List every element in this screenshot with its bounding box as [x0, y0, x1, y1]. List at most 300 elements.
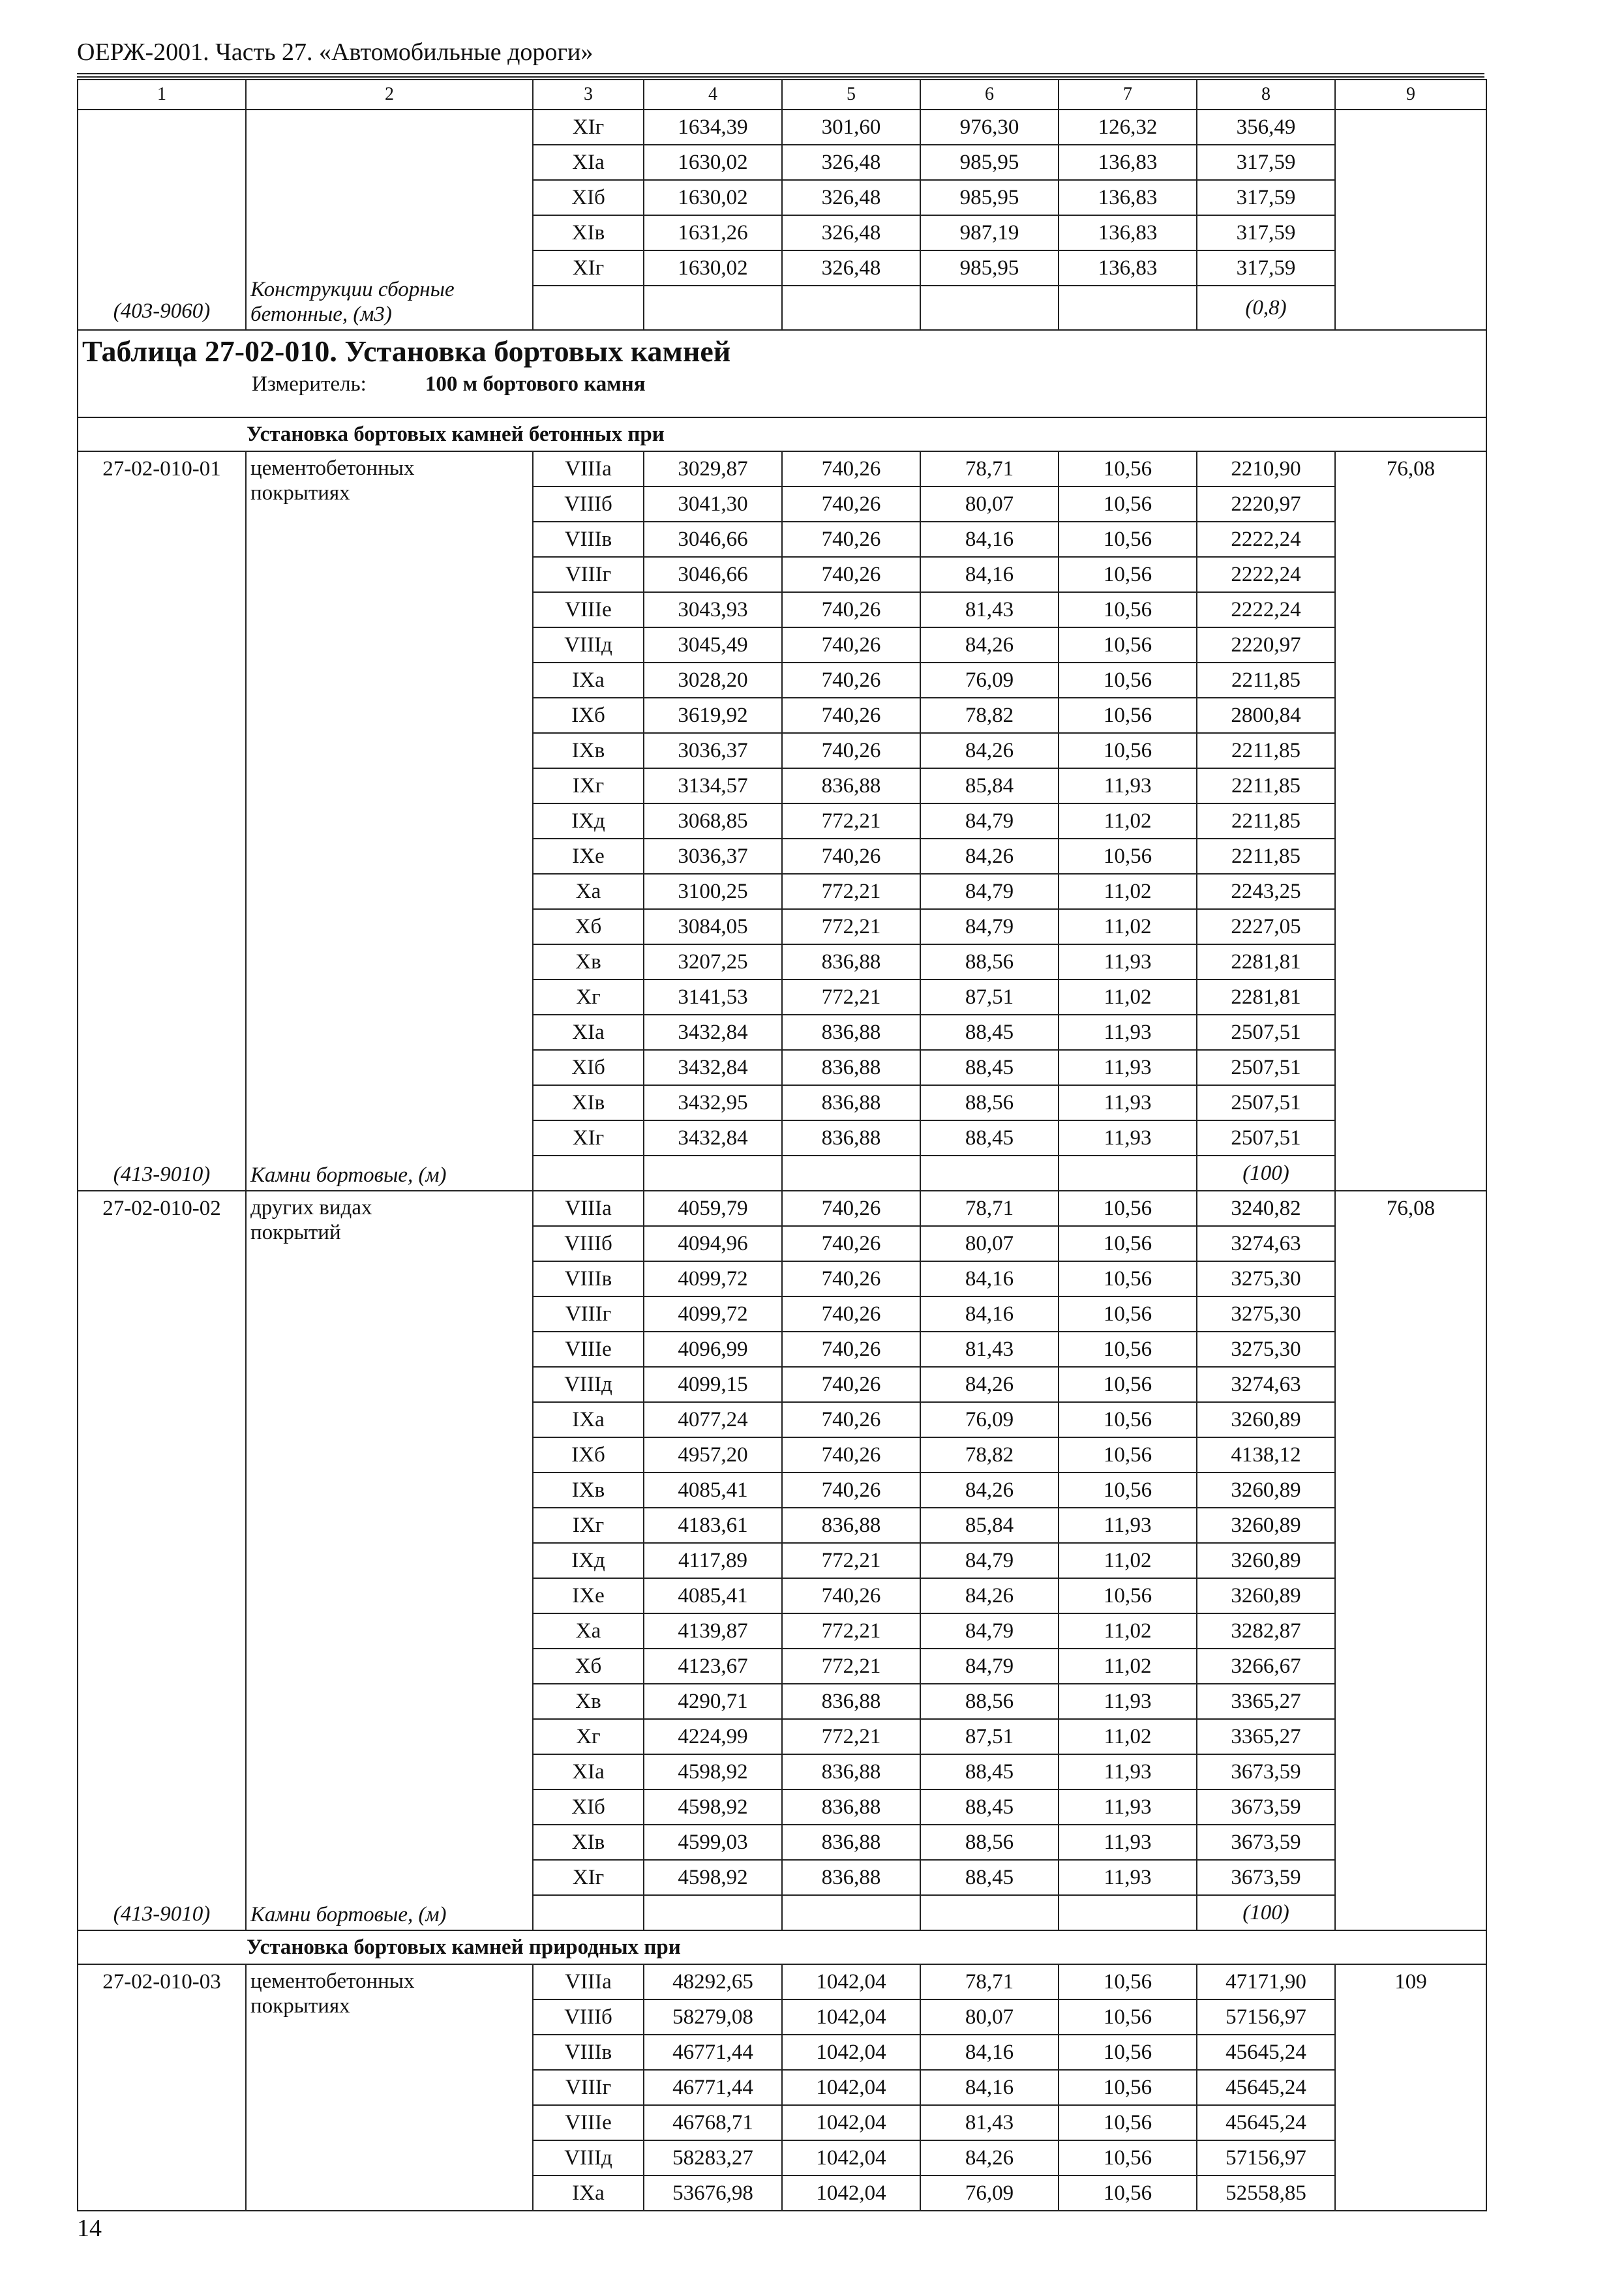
rate-name-cell — [246, 1964, 533, 2211]
value-cell: 11,93 — [1059, 944, 1197, 980]
table-row — [78, 1964, 1486, 1999]
value-cell: 2222,24 — [1197, 522, 1335, 557]
value-cell: 81,43 — [920, 1332, 1059, 1367]
value-cell: 10,56 — [1059, 1402, 1197, 1437]
value-cell: 80,07 — [920, 1226, 1059, 1261]
value-cell: 10,56 — [1059, 1578, 1197, 1613]
value-cell: 985,95 — [920, 250, 1059, 286]
value-cell: 46771,44 — [644, 2070, 782, 2105]
value-cell: 11,02 — [1059, 980, 1197, 1015]
value-cell: 84,79 — [920, 1543, 1059, 1578]
value-cell: 11,93 — [1059, 1684, 1197, 1719]
value-cell: 772,21 — [782, 803, 920, 839]
value-cell: 45645,24 — [1197, 2105, 1335, 2140]
rates-table — [77, 79, 1487, 2211]
value-cell: 3673,59 — [1197, 1754, 1335, 1789]
value-cell: 3028,20 — [644, 663, 782, 698]
column-number: 4 — [644, 80, 782, 110]
value-cell: 81,43 — [920, 592, 1059, 627]
value-cell: 10,56 — [1059, 663, 1197, 698]
value-cell: 45645,24 — [1197, 2035, 1335, 2070]
rate-code-cell — [78, 1191, 246, 1930]
value-cell: 3046,66 — [644, 522, 782, 557]
zone-cell: IXе — [533, 1578, 644, 1613]
section-title: Установка бортовых камней природных при — [78, 1930, 1486, 1964]
value-cell: 58283,27 — [644, 2140, 782, 2176]
value-cell: 48292,65 — [644, 1964, 782, 1999]
material-quantity: (0,8) — [1197, 286, 1335, 330]
zone-cell: IXа — [533, 2176, 644, 2211]
zone-cell: XIг — [533, 1120, 644, 1156]
value-cell: 4957,20 — [644, 1437, 782, 1473]
value-cell: 84,26 — [920, 627, 1059, 663]
column-number: 7 — [1059, 80, 1197, 110]
column-number-row — [78, 80, 1486, 110]
value-cell: 78,82 — [920, 698, 1059, 733]
value-cell: 3260,89 — [1197, 1578, 1335, 1613]
value-cell: 772,21 — [782, 909, 920, 944]
value-cell: 10,56 — [1059, 451, 1197, 486]
value-cell: 88,56 — [920, 1825, 1059, 1860]
value-cell: 10,56 — [1059, 1332, 1197, 1367]
value-cell: 3260,89 — [1197, 1543, 1335, 1578]
column-9-value: 76,08 — [1335, 451, 1486, 1191]
value-cell: 88,45 — [920, 1789, 1059, 1825]
zone-cell: XIв — [533, 215, 644, 250]
material-code: (413-9010) — [113, 1163, 211, 1186]
value-cell: 2222,24 — [1197, 592, 1335, 627]
value-cell: 3274,63 — [1197, 1226, 1335, 1261]
value-cell: 740,26 — [782, 1296, 920, 1332]
value-cell: 740,26 — [782, 557, 920, 592]
value-cell: 836,88 — [782, 944, 920, 980]
zone-cell: VIIIв — [533, 1261, 644, 1296]
value-cell: 3274,63 — [1197, 1367, 1335, 1402]
value-cell: 4094,96 — [644, 1226, 782, 1261]
value-cell: 740,26 — [782, 1473, 920, 1508]
value-cell: 836,88 — [782, 1050, 920, 1085]
value-cell: 1630,02 — [644, 250, 782, 286]
value-cell: 4138,12 — [1197, 1437, 1335, 1473]
value-cell: 4598,92 — [644, 1789, 782, 1825]
value-cell: 2211,85 — [1197, 839, 1335, 874]
value-cell: 46771,44 — [644, 2035, 782, 2070]
value-cell: 78,71 — [920, 451, 1059, 486]
value-cell: 2281,81 — [1197, 980, 1335, 1015]
zone-cell: IXв — [533, 1473, 644, 1508]
value-cell: 10,56 — [1059, 839, 1197, 874]
value-cell: 84,16 — [920, 522, 1059, 557]
value-cell: 2210,90 — [1197, 451, 1335, 486]
value-cell: 84,26 — [920, 1473, 1059, 1508]
value-cell: 58279,08 — [644, 1999, 782, 2035]
zone-cell: VIIIе — [533, 592, 644, 627]
empty-cell — [644, 1156, 782, 1191]
value-cell: 3432,95 — [644, 1085, 782, 1120]
value-cell: 4099,72 — [644, 1261, 782, 1296]
value-cell: 1042,04 — [782, 2105, 920, 2140]
value-cell: 1631,26 — [644, 215, 782, 250]
value-cell: 84,79 — [920, 1649, 1059, 1684]
value-cell: 10,56 — [1059, 627, 1197, 663]
value-cell: 4077,24 — [644, 1402, 782, 1437]
value-cell: 356,49 — [1197, 110, 1335, 145]
rate-code: 27-02-010-01 — [102, 457, 221, 481]
value-cell: 10,56 — [1059, 1999, 1197, 2035]
empty-cell — [920, 1156, 1059, 1191]
rate-name: цементобетонных покрытиях — [250, 456, 415, 505]
zone-cell: IXа — [533, 1402, 644, 1437]
value-cell: 836,88 — [782, 1860, 920, 1895]
value-cell: 317,59 — [1197, 215, 1335, 250]
value-cell: 84,79 — [920, 874, 1059, 909]
value-cell: 84,26 — [920, 839, 1059, 874]
value-cell: 10,56 — [1059, 733, 1197, 768]
zone-cell: VIIIб — [533, 1999, 644, 2035]
value-cell: 772,21 — [782, 874, 920, 909]
value-cell: 836,88 — [782, 1754, 920, 1789]
value-cell: 3365,27 — [1197, 1719, 1335, 1754]
value-cell: 772,21 — [782, 1613, 920, 1649]
column-9-value: 76,08 — [1335, 1191, 1486, 1930]
value-cell: 4290,71 — [644, 1684, 782, 1719]
zone-cell: VIIIб — [533, 1226, 644, 1261]
value-cell: 2211,85 — [1197, 733, 1335, 768]
value-cell: 4123,67 — [644, 1649, 782, 1684]
value-cell: 2211,85 — [1197, 768, 1335, 803]
rate-code-cell — [78, 451, 246, 1191]
zone-cell: VIIIе — [533, 1332, 644, 1367]
value-cell: 740,26 — [782, 733, 920, 768]
zone-cell: VIIIв — [533, 522, 644, 557]
zone-cell: XIв — [533, 1085, 644, 1120]
value-cell: 3619,92 — [644, 698, 782, 733]
value-cell: 136,83 — [1059, 180, 1197, 215]
material-name-cell — [246, 110, 533, 330]
value-cell: 3673,59 — [1197, 1825, 1335, 1860]
value-cell: 3240,82 — [1197, 1191, 1335, 1226]
value-cell: 84,16 — [920, 557, 1059, 592]
value-cell: 836,88 — [782, 1085, 920, 1120]
column-number: 1 — [78, 80, 246, 110]
value-cell: 4099,72 — [644, 1296, 782, 1332]
rate-name: цементобетонных покрытиях — [250, 1969, 415, 2018]
value-cell: 740,26 — [782, 663, 920, 698]
value-cell: 11,93 — [1059, 768, 1197, 803]
value-cell: 10,56 — [1059, 592, 1197, 627]
material-quantity: (100) — [1197, 1156, 1335, 1191]
value-cell: 2227,05 — [1197, 909, 1335, 944]
value-cell: 3260,89 — [1197, 1402, 1335, 1437]
value-cell: 2281,81 — [1197, 944, 1335, 980]
column-number: 5 — [782, 80, 920, 110]
zone-cell: IXв — [533, 733, 644, 768]
value-cell: 57156,97 — [1197, 2140, 1335, 2176]
zone-cell: VIIIв — [533, 2035, 644, 2070]
value-cell: 836,88 — [782, 1120, 920, 1156]
value-cell: 3260,89 — [1197, 1473, 1335, 1508]
value-cell: 836,88 — [782, 1789, 920, 1825]
value-cell: 836,88 — [782, 1825, 920, 1860]
value-cell: 3036,37 — [644, 733, 782, 768]
zone-cell: Xг — [533, 1719, 644, 1754]
zone-cell: XIв — [533, 1825, 644, 1860]
value-cell: 11,93 — [1059, 1085, 1197, 1120]
value-cell: 84,26 — [920, 2140, 1059, 2176]
value-cell: 85,84 — [920, 768, 1059, 803]
material-code-cell — [78, 110, 246, 330]
value-cell: 326,48 — [782, 250, 920, 286]
value-cell: 84,79 — [920, 909, 1059, 944]
value-cell: 10,56 — [1059, 1191, 1197, 1226]
value-cell: 4099,15 — [644, 1367, 782, 1402]
value-cell: 136,83 — [1059, 145, 1197, 180]
zone-cell: VIIIг — [533, 2070, 644, 2105]
value-cell: 3043,93 — [644, 592, 782, 627]
value-cell: 11,93 — [1059, 1015, 1197, 1050]
value-cell: 80,07 — [920, 1999, 1059, 2035]
table-title-cell — [78, 330, 1486, 417]
value-cell: 76,09 — [920, 663, 1059, 698]
empty-cell — [533, 1895, 644, 1930]
value-cell: 11,02 — [1059, 1719, 1197, 1754]
value-cell: 326,48 — [782, 145, 920, 180]
value-cell: 88,45 — [920, 1015, 1059, 1050]
material-name: Камни бортовые, (м) — [250, 1903, 447, 1926]
zone-cell: VIIIа — [533, 451, 644, 486]
value-cell: 53676,98 — [644, 2176, 782, 2211]
value-cell: 78,71 — [920, 1191, 1059, 1226]
value-cell: 11,93 — [1059, 1860, 1197, 1895]
value-cell: 772,21 — [782, 1649, 920, 1684]
rate-name: других видах покрытий — [250, 1196, 372, 1244]
value-cell: 740,26 — [782, 1367, 920, 1402]
value-cell: 78,71 — [920, 1964, 1059, 1999]
value-cell: 3041,30 — [644, 486, 782, 522]
value-cell: 3673,59 — [1197, 1860, 1335, 1895]
value-cell: 3084,05 — [644, 909, 782, 944]
value-cell: 3432,84 — [644, 1120, 782, 1156]
value-cell: 11,93 — [1059, 1120, 1197, 1156]
value-cell: 2507,51 — [1197, 1015, 1335, 1050]
value-cell: 10,56 — [1059, 2035, 1197, 2070]
value-cell: 3100,25 — [644, 874, 782, 909]
value-cell: 3365,27 — [1197, 1684, 1335, 1719]
value-cell: 740,26 — [782, 1437, 920, 1473]
value-cell: 836,88 — [782, 1508, 920, 1543]
value-cell: 46768,71 — [644, 2105, 782, 2140]
value-cell: 317,59 — [1197, 180, 1335, 215]
table-row — [78, 451, 1486, 486]
value-cell: 4139,87 — [644, 1613, 782, 1649]
zone-cell: Xа — [533, 1613, 644, 1649]
value-cell: 84,26 — [920, 733, 1059, 768]
empty-cell — [644, 1895, 782, 1930]
value-cell: 11,02 — [1059, 1543, 1197, 1578]
value-cell: 11,93 — [1059, 1789, 1197, 1825]
value-cell: 326,48 — [782, 180, 920, 215]
value-cell: 740,26 — [782, 522, 920, 557]
material-code: (413-9010) — [113, 1902, 211, 1926]
value-cell: 1042,04 — [782, 2070, 920, 2105]
value-cell: 10,56 — [1059, 698, 1197, 733]
value-cell: 78,82 — [920, 1437, 1059, 1473]
zone-cell: Xб — [533, 1649, 644, 1684]
value-cell: 76,09 — [920, 1402, 1059, 1437]
value-cell: 4117,89 — [644, 1543, 782, 1578]
value-cell: 10,56 — [1059, 1367, 1197, 1402]
value-cell: 76,09 — [920, 2176, 1059, 2211]
value-cell: 740,26 — [782, 451, 920, 486]
value-cell: 11,93 — [1059, 1050, 1197, 1085]
value-cell: 84,26 — [920, 1578, 1059, 1613]
value-cell: 84,16 — [920, 2070, 1059, 2105]
section-title-row — [78, 417, 1486, 451]
value-cell: 836,88 — [782, 1684, 920, 1719]
value-cell: 10,56 — [1059, 1437, 1197, 1473]
value-cell: 4599,03 — [644, 1825, 782, 1860]
value-cell: 3432,84 — [644, 1050, 782, 1085]
value-cell: 84,79 — [920, 1613, 1059, 1649]
zone-cell: VIIIд — [533, 1367, 644, 1402]
empty-cell — [533, 286, 644, 330]
value-cell: 126,32 — [1059, 110, 1197, 145]
value-cell: 10,56 — [1059, 2105, 1197, 2140]
value-cell: 11,93 — [1059, 1754, 1197, 1789]
material-name: Конструкции сборные бетонные, (м3) — [250, 278, 455, 326]
value-cell: 10,56 — [1059, 522, 1197, 557]
zone-cell: XIб — [533, 1050, 644, 1085]
meter-value: 100 м бортового камня — [425, 372, 646, 396]
section-title-row — [78, 1930, 1486, 1964]
section-title: Установка бортовых камней бетонных при — [78, 417, 1486, 451]
zone-cell: VIIIг — [533, 557, 644, 592]
value-cell: 836,88 — [782, 1015, 920, 1050]
value-cell: 11,93 — [1059, 1825, 1197, 1860]
header-rule-2 — [77, 76, 1484, 78]
page-header: ОЕРЖ-2001. Часть 27. «Автомобильные дороги» — [77, 38, 594, 66]
value-cell: 10,56 — [1059, 1964, 1197, 1999]
value-cell: 87,51 — [920, 1719, 1059, 1754]
value-cell: 2220,97 — [1197, 486, 1335, 522]
value-cell: 88,56 — [920, 1684, 1059, 1719]
value-cell: 3275,30 — [1197, 1296, 1335, 1332]
zone-cell: IXб — [533, 698, 644, 733]
table-title: Таблица 27-02-010. Установка бортовых камней — [82, 335, 731, 368]
zone-cell: XIг — [533, 250, 644, 286]
empty-cell — [1059, 286, 1197, 330]
empty-cell — [1059, 1895, 1197, 1930]
value-cell: 4224,99 — [644, 1719, 782, 1754]
value-cell: 740,26 — [782, 1402, 920, 1437]
value-cell: 3275,30 — [1197, 1261, 1335, 1296]
value-cell: 3134,57 — [644, 768, 782, 803]
page-number: 14 — [77, 2215, 102, 2242]
value-cell: 3282,87 — [1197, 1613, 1335, 1649]
column-number: 3 — [533, 80, 644, 110]
value-cell: 4598,92 — [644, 1754, 782, 1789]
value-cell: 1042,04 — [782, 2035, 920, 2070]
value-cell: 740,26 — [782, 1261, 920, 1296]
value-cell: 4085,41 — [644, 1473, 782, 1508]
value-cell: 2507,51 — [1197, 1050, 1335, 1085]
value-cell: 10,56 — [1059, 1261, 1197, 1296]
empty-cell — [782, 1156, 920, 1191]
zone-cell: XIа — [533, 1754, 644, 1789]
value-cell: 10,56 — [1059, 1473, 1197, 1508]
zone-cell: Xв — [533, 1684, 644, 1719]
value-cell: 2243,25 — [1197, 874, 1335, 909]
value-cell: 10,56 — [1059, 2070, 1197, 2105]
value-cell: 57156,97 — [1197, 1999, 1335, 2035]
value-cell: 3068,85 — [644, 803, 782, 839]
empty-cell — [920, 1895, 1059, 1930]
material-name: Камни бортовые, (м) — [250, 1163, 447, 1187]
value-cell: 2222,24 — [1197, 557, 1335, 592]
header-rule — [77, 73, 1484, 74]
value-cell: 11,02 — [1059, 803, 1197, 839]
value-cell: 10,56 — [1059, 557, 1197, 592]
value-cell: 2507,51 — [1197, 1085, 1335, 1120]
value-cell: 985,95 — [920, 145, 1059, 180]
value-cell: 88,56 — [920, 944, 1059, 980]
rate-name-cell — [246, 1191, 533, 1930]
value-cell: 3207,25 — [644, 944, 782, 980]
meter-label: Измеритель: — [252, 372, 367, 396]
value-cell: 88,45 — [920, 1050, 1059, 1085]
empty-cell — [920, 286, 1059, 330]
value-cell: 740,26 — [782, 698, 920, 733]
empty-cell — [782, 286, 920, 330]
value-cell: 2507,51 — [1197, 1120, 1335, 1156]
value-cell: 2800,84 — [1197, 698, 1335, 733]
value-cell: 87,51 — [920, 980, 1059, 1015]
value-cell: 326,48 — [782, 215, 920, 250]
value-cell: 3046,66 — [644, 557, 782, 592]
zone-cell: Xг — [533, 980, 644, 1015]
value-cell: 84,16 — [920, 1296, 1059, 1332]
zone-cell: VIIIб — [533, 486, 644, 522]
value-cell: 10,56 — [1059, 1226, 1197, 1261]
zone-cell: XIб — [533, 1789, 644, 1825]
value-cell: 80,07 — [920, 486, 1059, 522]
value-cell: 10,56 — [1059, 2176, 1197, 2211]
value-cell: 987,19 — [920, 215, 1059, 250]
table-row — [78, 110, 1486, 145]
zone-cell: IXг — [533, 1508, 644, 1543]
value-cell: 976,30 — [920, 110, 1059, 145]
value-cell: 301,60 — [782, 110, 920, 145]
value-cell: 136,83 — [1059, 250, 1197, 286]
value-cell: 772,21 — [782, 1543, 920, 1578]
value-cell: 2220,97 — [1197, 627, 1335, 663]
value-cell: 11,02 — [1059, 1649, 1197, 1684]
zone-cell: VIIIа — [533, 1191, 644, 1226]
value-cell: 11,93 — [1059, 1508, 1197, 1543]
rate-code-cell — [78, 1964, 246, 2211]
column-number: 8 — [1197, 80, 1335, 110]
zone-cell: XIб — [533, 180, 644, 215]
value-cell: 3275,30 — [1197, 1332, 1335, 1367]
zone-cell: Xа — [533, 874, 644, 909]
value-cell: 1042,04 — [782, 2140, 920, 2176]
empty-cell — [1059, 1156, 1197, 1191]
value-cell: 740,26 — [782, 627, 920, 663]
value-cell: 84,16 — [920, 1261, 1059, 1296]
value-cell: 88,45 — [920, 1860, 1059, 1895]
value-cell: 740,26 — [782, 1332, 920, 1367]
value-cell: 740,26 — [782, 1226, 920, 1261]
